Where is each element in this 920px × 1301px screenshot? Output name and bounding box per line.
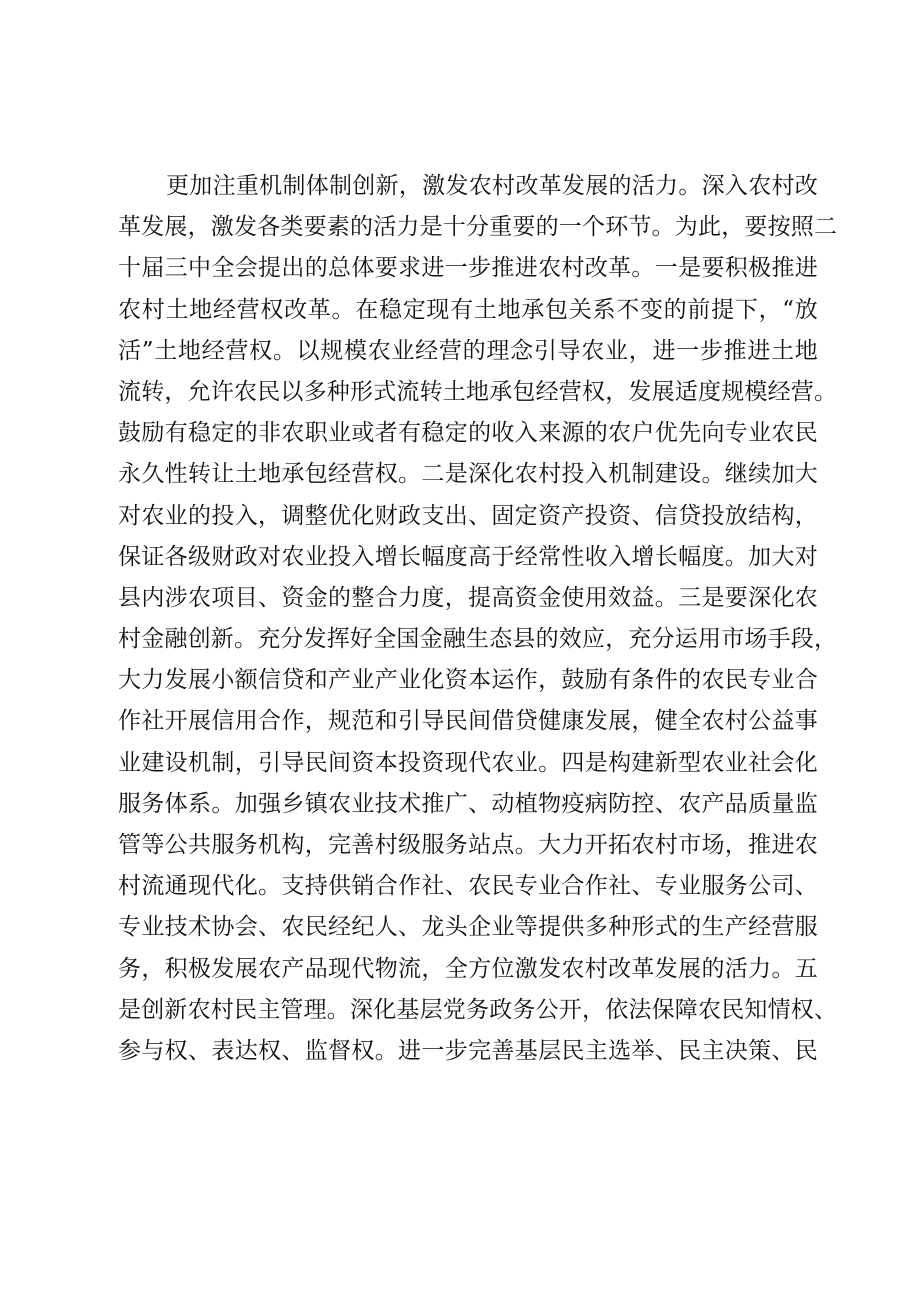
paragraph-line: 县内涉农项目、资金的整合力度，提高资金使用效益。三是要深化农 xyxy=(118,584,818,611)
paragraph-line: 管等公共服务机构，完善村级服务站点。大力开拓农村市场，推进农 xyxy=(118,832,818,858)
paragraph-line: 务，积极发展农产品现代物流，全方位激发农村改革发展的活力。五 xyxy=(118,955,818,982)
paragraph-line: 服务体系。加强乡镇农业技术推广、动植物疫病防控、农产品质量监 xyxy=(118,790,818,817)
paragraph-line: 永久性转让土地承包经营权。二是深化农村投入机制建设。继续加大 xyxy=(118,461,818,488)
paragraph-line: 更加注重机制体制创新，激发农村改革发展的活力。深入农村改 xyxy=(166,173,818,199)
paragraph-line: 大力发展小额信贷和产业产业化资本运作，鼓励有条件的农民专业合 xyxy=(118,667,818,694)
paragraph-line: 业建设机制，引导民间资本投资现代农业。四是构建新型农业社会化 xyxy=(118,749,818,776)
paragraph-line: 村金融创新。充分发挥好全国金融生态县的效应，充分运用市场手段， xyxy=(118,626,838,653)
paragraph-line: 流转，允许农民以多种形式流转土地承包经营权，发展适度规模经营。 xyxy=(118,378,838,405)
paragraph-line: 鼓励有稳定的非农职业或者有稳定的收入来源的农户优先向专业农民 xyxy=(118,420,818,447)
paragraph-line: 村流通现代化。支持供销合作社、农民专业合作社、专业服务公司、 xyxy=(118,873,818,900)
paragraph-line: 参与权、表达权、监督权。进一步完善基层民主选举、民主决策、民 xyxy=(118,1037,818,1064)
paragraph-line: 革发展，激发各类要素的活力是十分重要的一个环节。为此，要按照二 xyxy=(118,214,838,241)
paragraph-line: 活”土地经营权。以规模农业经营的理念引导农业，进一步推进土地 xyxy=(118,337,818,364)
paragraph-line: 十届三中全会提出的总体要求进一步推进农村改革。一是要积极推进 xyxy=(118,255,818,282)
paragraph-line: 农村土地经营权改革。在稳定现有土地承包关系不变的前提下，“放 xyxy=(118,296,818,323)
paragraph-line: 是创新农村民主管理。深化基层党务政务公开，依法保障农民知情权、 xyxy=(118,996,838,1023)
paragraph-line: 专业技术协会、农民经纪人、龙头企业等提供多种形式的生产经营服 xyxy=(118,914,818,941)
paragraph-line: 保证各级财政对农业投入增长幅度高于经常性收入增长幅度。加大对 xyxy=(118,543,818,570)
paragraph-line: 对农业的投入，调整优化财政支出、固定资产投资、信贷投放结构， xyxy=(118,502,818,529)
paragraph-line: 作社开展信用合作，规范和引导民间借贷健康发展，健全农村公益事 xyxy=(118,708,818,735)
body-paragraph xyxy=(118,166,838,1072)
